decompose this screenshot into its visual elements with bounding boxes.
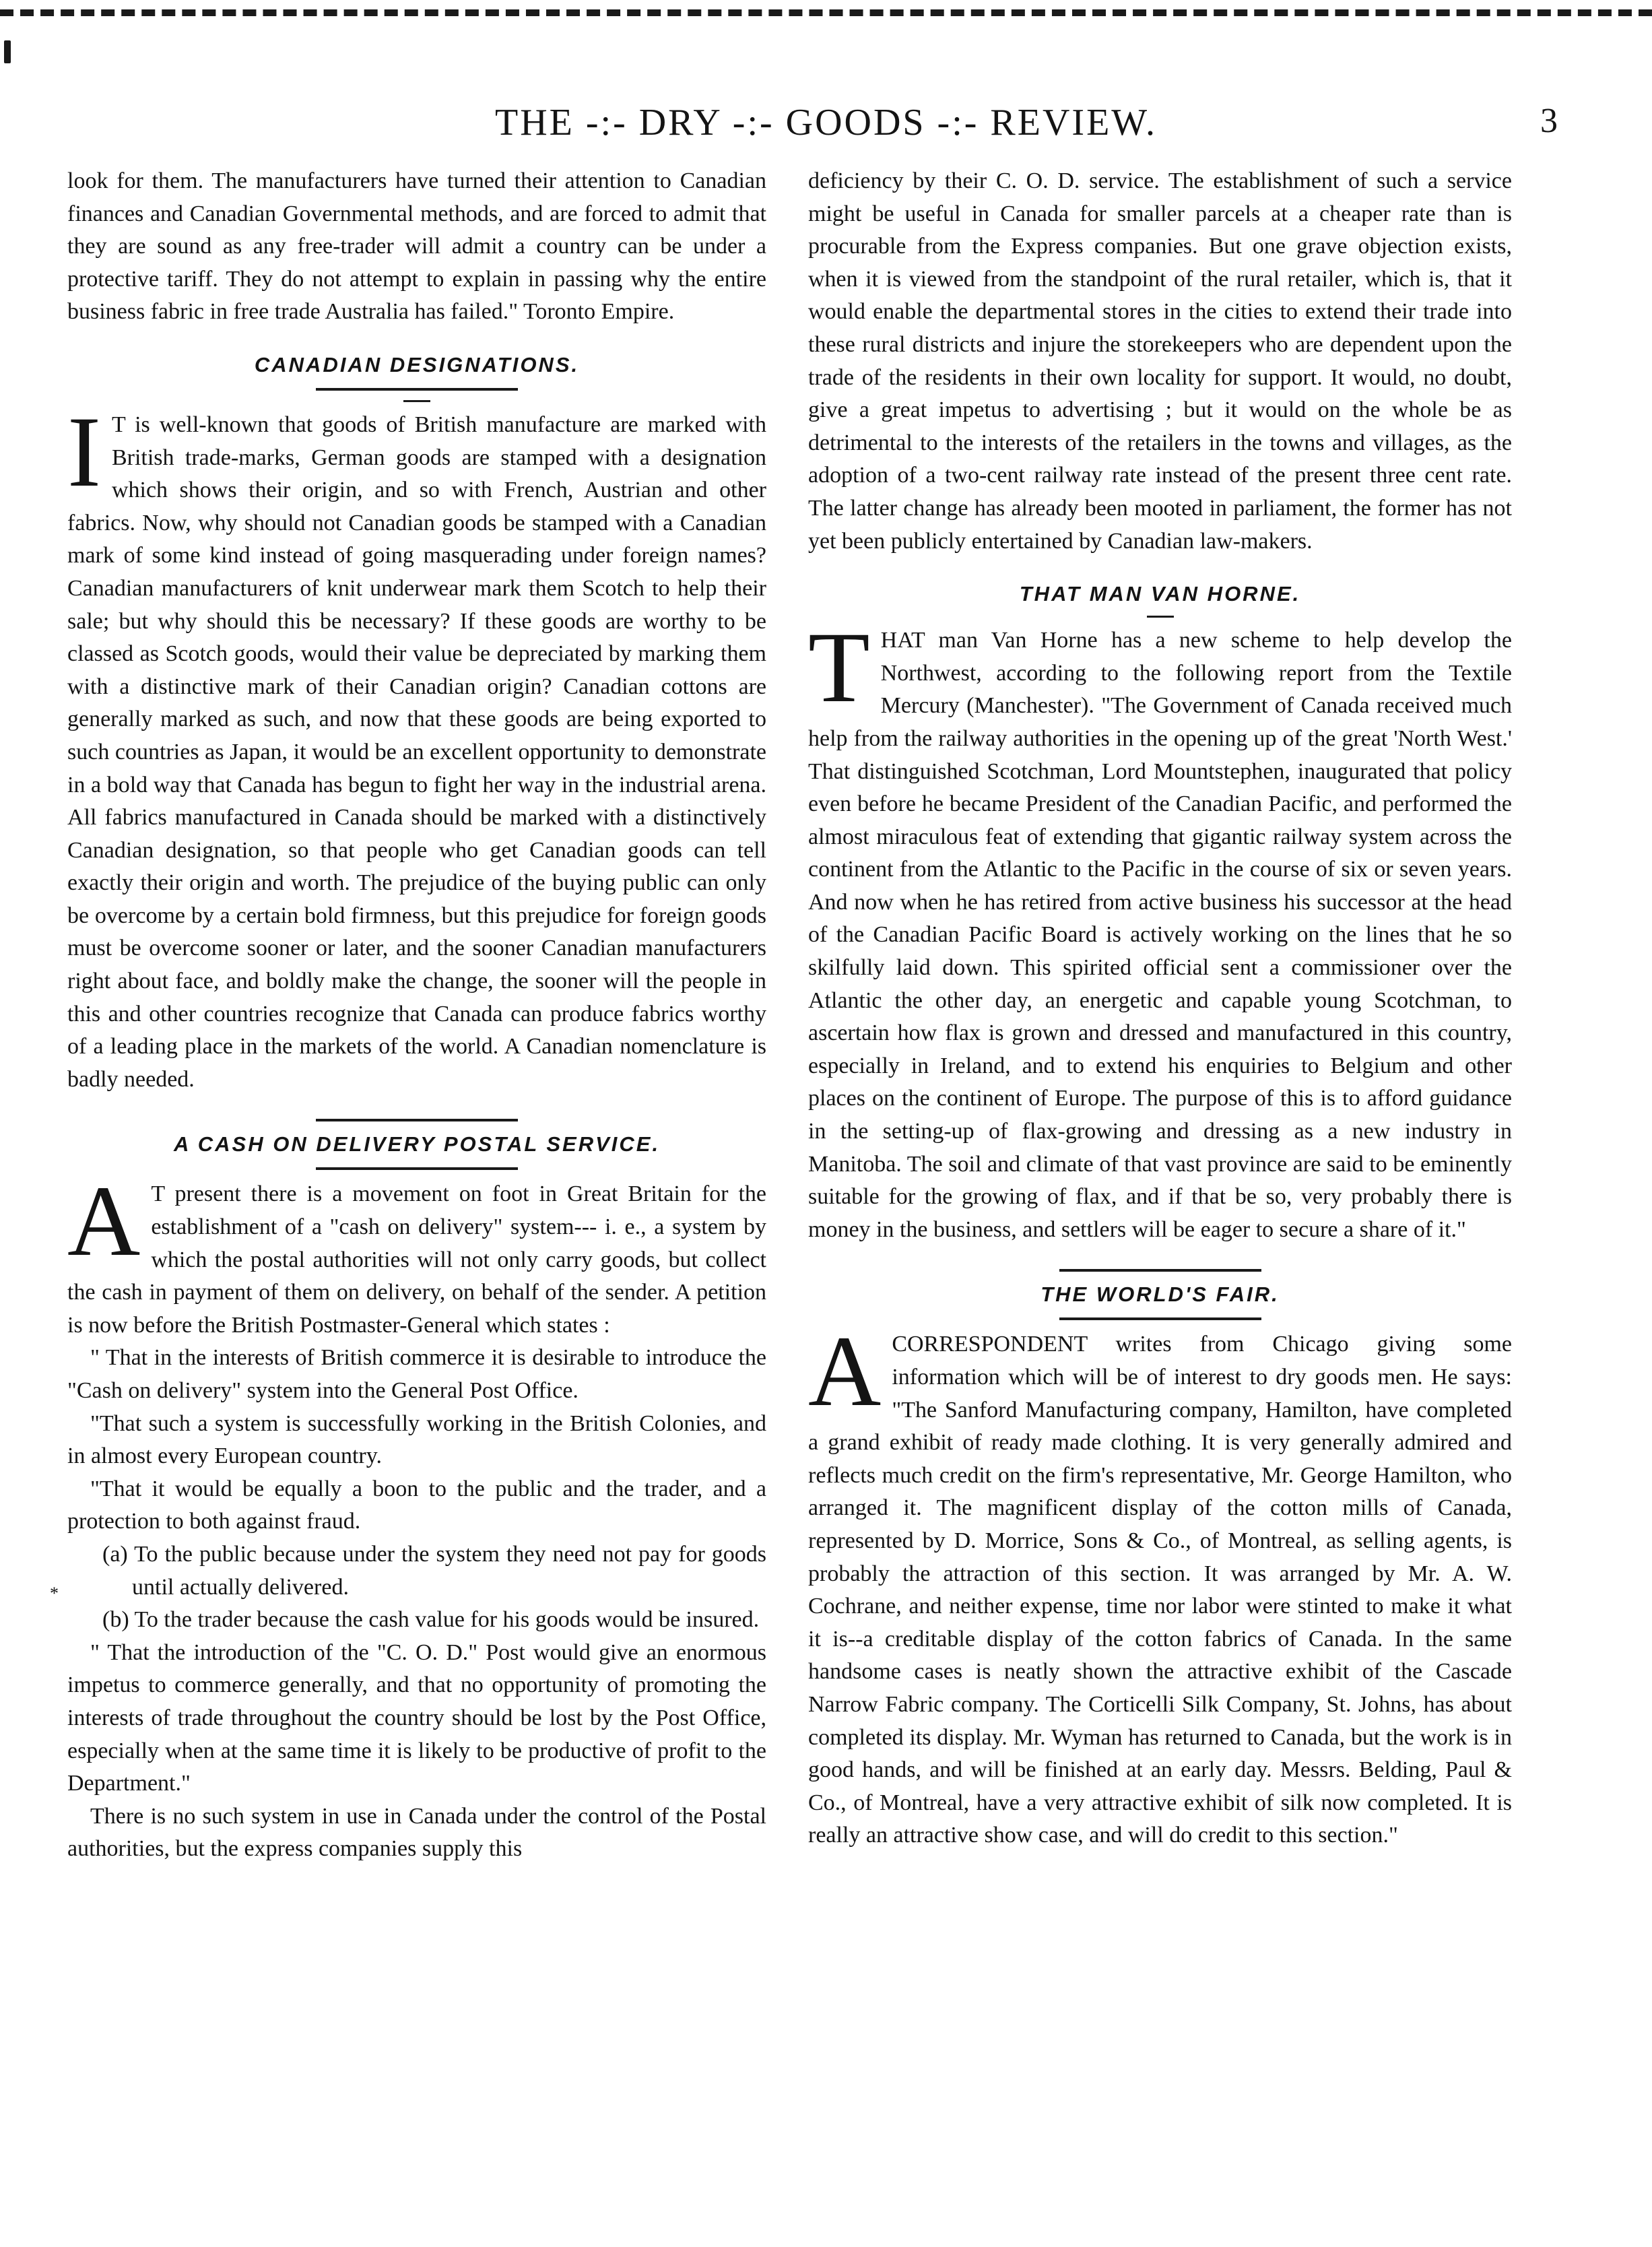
heading-van-horne: THAT MAN VAN HORNE. — [1019, 582, 1301, 606]
article-body: HAT man Van Horne has a new scheme to help develop the Northwest, according to the following report from the Textile Mercury (Manchester). "The Government of Canada received much help from the railway authorities in the opening up of the great 'North West.' That distinguished Scotchman, Lord Mountstephen, inaugurated that policy even before he became President of the Canadian Pacific, and performed the almost miraculous feat of extending that gigantic railway system across the continent from the Atlantic to the Pacific in the course of six or seven years. And now when he has retired from active business his successor at the head of the Canadian Pacific Board is actively working on the lines that he so skilfully laid down. This spirited official sent a commissioner over the Atlantic the other day, an energetic and capable young Scotchman, to ascertain how flax is grown and dressed and manufactured in this country, especially in Ireland, and to extend his enquiries to Belgium and other places on the continent of Europe. The purpose of this is to afford guidance in the setting-up of flax-growing and dressing as a new industry in Manitoba. The soil and climate of that vast province are said to be eminently suitable for the growing of flax, and if that be so, very probably there is money in the business, and settlers will be eager to secure a share of it." — [808, 628, 1512, 1242]
heading-canadian-designations: CANADIAN DESIGNATIONS. — [254, 352, 580, 377]
top-border-rule — [0, 9, 1652, 16]
petition-quote: " That the introduction of the "C. O. D." Post would give an enormous impetus to commerce generally, and that no opportunity of promoting the interests of trade throughout the country should be lost by the Post Office, especially when at the same time it is likely to be productive of profit to the Department." — [67, 1639, 766, 1796]
article-cash-on-delivery — [50, 1165, 766, 1865]
masthead — [0, 101, 1652, 162]
article-van-horne — [808, 612, 1512, 1246]
masthead-title: THE -:- DRY -:- GOODS -:- REVIEW. — [495, 102, 1157, 143]
list-item: (b) To the trader because the cash value for his goods would be insured. — [102, 1607, 760, 1633]
toronto-empire-excerpt: look for them. The manufacturers have turned their attention to Canadian finances and Canadian Governmental methods, and are forced to admit that they are sound as any free-trader will admit a country can be under a protective tariff. They do not attempt to explain in passing why the entire business fabric in free trade Australia has failed." Toronto Empire. — [67, 168, 766, 325]
left-column — [50, 165, 766, 1866]
article-body: T present there is a movement on foot in Great Britain for the establishment of a "cash on delivery" system--- i. e., a system by which the postal authorities will not only carry goods, but collect the cash in payment of them on delivery, on behalf of the sender. A petition is now before the British Postmaster-General which states : — [67, 1181, 766, 1338]
star-mark: * — [50, 1583, 59, 1603]
cod-continued: deficiency by their C. O. D. service. The establishment of such a service might be useful in Canada for smaller parcels at a cheaper rate than is procurable from the Express companies. But one grave objection exists, when it is viewed from the standpoint of the rural retailer, which is, that it would enable the departmental stores in the cities to extend their trade into these rural districts and injure the storekeepers who are dependent upon the trade of the residents in their own locality for support. It would, no doubt, give a great impetus to advertising ; but it would on the whole be as detrimental to the interests of the retailers in the towns and villages, as the adoption of a two-cent railway rate instead of the present three cent rate. The latter change has already been mooted in parliament, the former has not yet been publicly entertained by Canadian law-makers. — [808, 168, 1512, 554]
article-body: CORRESPONDENT writes from Chicago giving some information which will be of interest to dry goods men. He says: "The Sanford Manufacturing company, Hamilton, have completed a grand exhibit of ready made clothing. It is very generally admired and reflects much credit on the firm's representative, Mr. George Hamilton, who arranged it. The magnificent display of the cotton mills of Canada, represented by D. Morrice, Sons & Co., of Montreal, as selling agents, is probably the attraction of this section. It was arranged by Mr. A. W. Cochrane, and neither expense, time nor labor were stinted to make it what it is--a creditable display of the cotton fabrics of Canada. In the same handsome cases is neatly shown the attractive exhibit of the Cascade Narrow Fabric company. The Corticelli Silk Company, St. Johns, has about completed its display. Mr. Wyman has returned to Canada, but the work is in good hands, and will be finished at an early day. Messrs. Belding, Paul & Co., of Montreal, have a very attractive exhibit of silk now completed. It is really an attractive show case, and will do credit to this section." — [808, 1332, 1512, 1848]
heading-worlds-fair: THE WORLD'S FAIR. — [1040, 1282, 1280, 1307]
petition-quote: " That in the interests of British commerce it is desirable to introduce the "Cash on delivery" system into the General Post Office. — [67, 1345, 766, 1403]
petition-list — [50, 1538, 766, 1637]
petition-quote: "That such a system is successfully working in the British Colonies, and in almost every European country. — [67, 1410, 766, 1469]
article-body: T is well-known that goods of British manufacture are marked with British trade-marks, German goods are stamped with a designation which shows their origin, and so with French, Austrian and other fabrics. Now, why should not Canadian goods be stamped with a Canadian mark of some kind instead of going masquerading under foreign names? Canadian manufacturers of knit underwear mark them Scotch to help their sale; but why should this be necessary? If these goods are worthy to be classed as Scotch goods, would their value be depreciated by marking them with a distinctive mark of their Canadian origin? Canadian cottons are generally marked as such, and now that these goods are being exported to such countries as Japan, it would be an excellent opportunity to demonstrate in a bold way that Canada has begun to fight her way in the industrial arena. All fabrics manufactured in Canada should be marked with a distinctively Canadian designation, so that people who get Canadian goods can tell exactly their origin and worth. The prejudice of the buying public can only be overcome by a certain bold firmness, but this prejudice for foreign goods must be overcome sooner or later, and the sooner Canadian manufacturers right about face, and boldly make the change, the sooner will the people in this and other countries recognize that Canada can produce fabrics worthy of a leading place in the markets of the world. A Canadian nomenclature is badly needed. — [67, 412, 766, 1092]
petition-quote: "That it would be equally a boon to the public and the trader, and a protection to both against fraud. — [67, 1476, 766, 1534]
drop-cap: A — [808, 1315, 882, 1428]
drop-cap: I — [67, 395, 101, 508]
drop-cap: A — [67, 1165, 141, 1278]
list-item: (a) To the public because under the system they need not pay for goods until actually delivered. — [102, 1541, 766, 1600]
heading-cash-on-delivery: A CASH ON DELIVERY POSTAL SERVICE. — [173, 1132, 661, 1157]
drop-cap: T — [808, 612, 870, 724]
article-canadian-designations — [67, 395, 766, 1096]
page-number: 3 — [1540, 102, 1558, 140]
article-closing: There is no such system in use in Canada under the control of the Postal authorities, but the express companies supply this — [67, 1803, 766, 1862]
binding-mark — [4, 40, 11, 63]
right-column — [808, 165, 1512, 1852]
article-worlds-fair — [808, 1315, 1512, 1852]
